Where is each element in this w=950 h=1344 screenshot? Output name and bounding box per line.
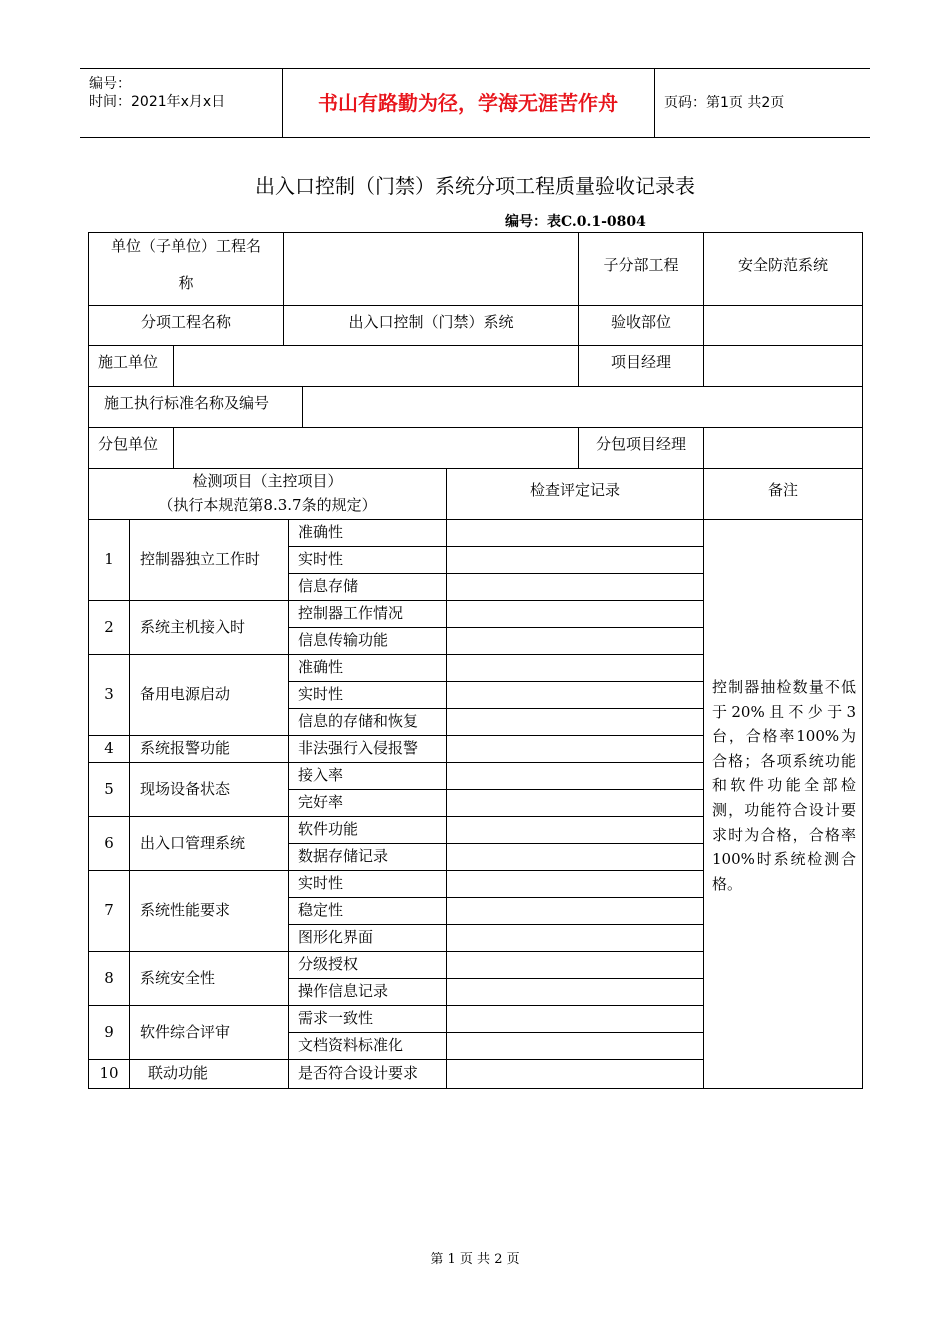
- row-number: 5: [104, 780, 114, 798]
- check-item: 非法强行入侵报警: [298, 739, 419, 757]
- check-item: 实时性: [298, 550, 344, 568]
- row-number: 9: [104, 1023, 114, 1041]
- form-code: 编号：表C.0.1-0804: [505, 214, 646, 230]
- remark-note: 控制器抽检数量不低于20%且不少于3台，合格率100%为合格；各项系统功能和软件功能全部检测，功能符合设计要求时为合格，合格率100%时系统检测合格。: [712, 678, 856, 893]
- check-item: 接入率: [298, 766, 344, 784]
- subcontractor-label: 分包单位: [98, 435, 159, 453]
- check-item: 数据存储记录: [298, 847, 389, 865]
- check-item: 操作信息记录: [298, 982, 389, 1000]
- group-name: 联动功能: [148, 1064, 209, 1082]
- header-motto: 书山有路勤为径，学海无涯苦作舟: [282, 69, 655, 137]
- row-number: 2: [104, 618, 114, 636]
- record-col-header: 检查评定记录: [529, 481, 620, 499]
- inspect-col-header: 检测项目（主控项目）: [192, 472, 343, 490]
- group-name: 现场设备状态: [140, 780, 231, 798]
- check-item: 控制器工作情况: [298, 604, 404, 622]
- group-name: 软件综合评审: [140, 1023, 231, 1041]
- check-item: 图形化界面: [298, 928, 374, 946]
- row-number: 10: [99, 1064, 119, 1082]
- unit-label-cont: 称: [178, 274, 194, 292]
- group-name: 系统主机接入时: [140, 618, 246, 636]
- check-item: 信息存储: [298, 577, 359, 595]
- header-page-info: 页码：第1页 共2页: [664, 95, 785, 111]
- number-label: 编号：: [89, 76, 131, 92]
- standard-label: 施工执行标准名称及编号: [104, 394, 270, 412]
- row-number: 8: [104, 969, 114, 987]
- check-item: 文档资料标准化: [298, 1036, 404, 1054]
- group-name: 控制器独立工作时: [140, 550, 261, 568]
- acceptance-table: [88, 232, 863, 1089]
- page-header: [80, 68, 870, 138]
- group-name: 系统性能要求: [140, 901, 231, 919]
- group-name: 系统安全性: [140, 969, 216, 987]
- group-name: 出入口管理系统: [140, 834, 246, 852]
- part-label: 验收部位: [610, 313, 671, 331]
- unit-label: 单位（子单位）工程名: [110, 237, 261, 255]
- manager-label: 项目经理: [610, 353, 671, 371]
- item-value: 出入口控制（门禁）系统: [348, 313, 514, 331]
- check-item: 信息传输功能: [298, 631, 389, 649]
- group-name: 系统报警功能: [140, 739, 231, 757]
- inspect-col-subheader: （执行本规范第8.3.7条的规定）: [158, 496, 377, 514]
- sub-manager-label: 分包项目经理: [595, 435, 686, 453]
- sub-division-label: 子分部工程: [603, 256, 679, 274]
- time-label: 时间：2021年x月x日: [89, 94, 226, 110]
- row-number: 6: [104, 834, 114, 852]
- page-footer: 第 1 页 共 2 页: [430, 1252, 520, 1267]
- check-item: 实时性: [298, 685, 344, 703]
- remark-col-header: 备注: [767, 481, 798, 499]
- sub-division-value: 安全防范系统: [737, 256, 828, 274]
- row-number: 7: [104, 901, 114, 919]
- contractor-label: 施工单位: [98, 353, 159, 371]
- check-item: 分级授权: [298, 955, 359, 973]
- check-item: 实时性: [298, 874, 344, 892]
- check-item: 是否符合设计要求: [298, 1064, 419, 1082]
- check-item: 软件功能: [298, 820, 359, 838]
- row-number: 4: [104, 739, 114, 757]
- check-item: 完好率: [298, 793, 344, 811]
- check-item: 准确性: [298, 658, 344, 676]
- header-meta: [80, 69, 283, 137]
- check-item: 稳定性: [298, 901, 344, 919]
- row-number: 1: [104, 550, 114, 568]
- row-number: 3: [104, 685, 114, 703]
- item-label: 分项工程名称: [140, 313, 231, 331]
- check-item: 需求一致性: [298, 1009, 374, 1027]
- group-name: 备用电源启动: [140, 685, 231, 703]
- check-item: 准确性: [298, 523, 344, 541]
- document-title: 出入口控制（门禁）系统分项工程质量验收记录表: [255, 174, 695, 198]
- check-item: 信息的存储和恢复: [298, 712, 419, 730]
